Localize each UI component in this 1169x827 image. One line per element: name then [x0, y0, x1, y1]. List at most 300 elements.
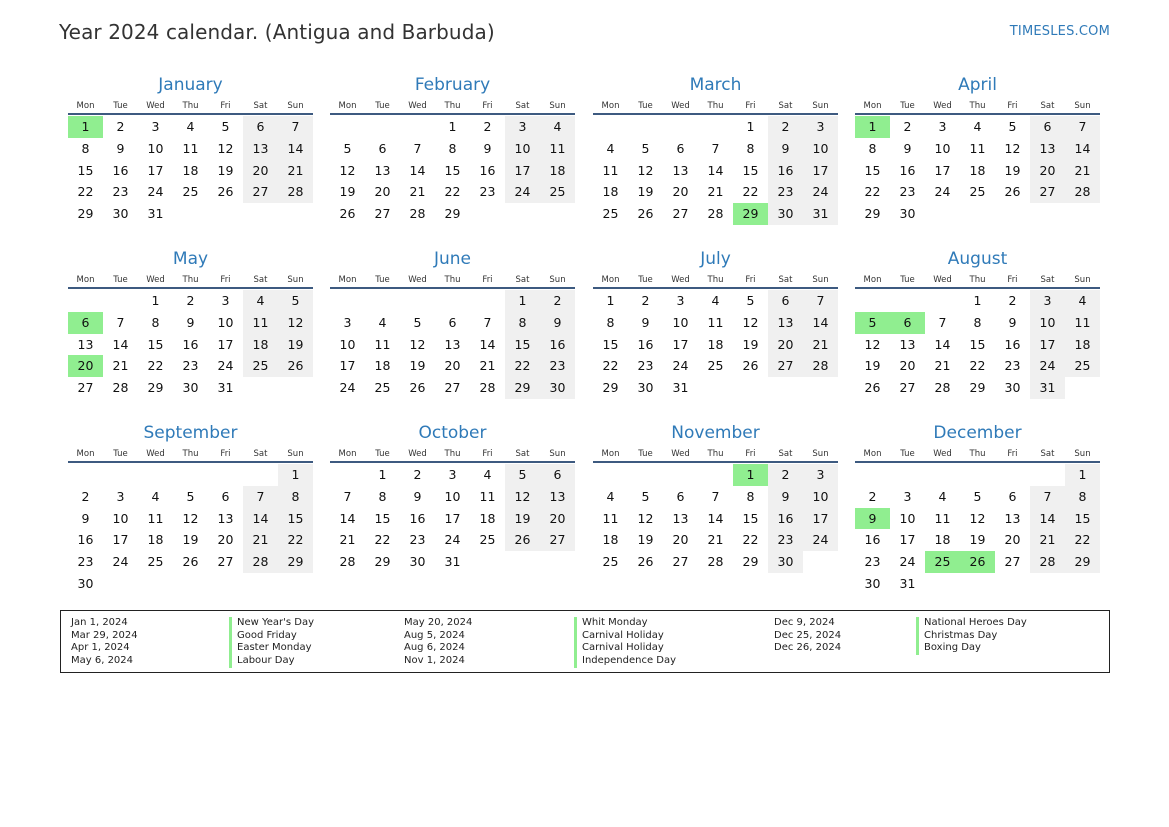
empty-cell [628, 464, 663, 486]
day-cell: 9 [768, 138, 803, 160]
day-cell: 13 [243, 138, 278, 160]
day-cell: 31 [672, 380, 689, 396]
day-cell: 22 [505, 355, 540, 377]
day-cell: 7 [803, 290, 838, 312]
day-cell: 21 [1030, 529, 1065, 551]
day-cell: 5 [221, 119, 230, 134]
holiday-date-column [71, 617, 138, 668]
day-cell: 30 [182, 380, 199, 396]
day-cell: 17 [505, 160, 540, 182]
day-cell: 14 [707, 510, 724, 526]
day-cell: 21 [409, 184, 426, 200]
day-cell: 20 [672, 532, 689, 548]
month-june [330, 248, 575, 399]
month-october [330, 422, 575, 573]
day-cell: 29 [374, 554, 391, 570]
empty-cell [628, 116, 663, 138]
empty-cell [593, 116, 628, 138]
day-cell: 22 [278, 529, 313, 551]
day-cell: 1 [1065, 464, 1100, 486]
day-cell: 19 [278, 334, 313, 356]
day-cell: 15 [278, 508, 313, 530]
day-cell: 9 [186, 314, 195, 330]
day-cell: 11 [934, 510, 951, 526]
weekday-header [68, 99, 313, 115]
day-cell: 19 [505, 508, 540, 530]
weekday-label: Thu [969, 275, 986, 285]
day-cell: 23 [409, 532, 426, 548]
day-cell: 12 [864, 336, 881, 352]
day-cell: 24 [505, 181, 540, 203]
day-cell: 16 [182, 336, 199, 352]
empty-cell [593, 464, 628, 486]
day-cell: 14 [278, 138, 313, 160]
day-cell: 4 [483, 467, 492, 482]
day-cell: 11 [540, 138, 575, 160]
day-cell: 26 [864, 380, 881, 396]
day-cell: 7 [938, 314, 947, 330]
day-cell: 8 [278, 486, 313, 508]
weekday-label: Sun [287, 275, 304, 285]
weekday-label: Sat [253, 449, 268, 459]
day-cell: 31 [444, 554, 461, 570]
day-cell: 13 [899, 336, 916, 352]
day-cell: 3 [505, 116, 540, 138]
day-cell: 3 [151, 119, 160, 134]
weekday-label: Mon [338, 101, 357, 111]
day-cell: 14 [409, 162, 426, 178]
weekday-label: Sun [287, 449, 304, 459]
day-cell: 25 [540, 181, 575, 203]
day-cell: 17 [339, 358, 356, 374]
day-cell: 3 [938, 119, 947, 134]
day-cell: 21 [707, 184, 724, 200]
month-name: May [172, 249, 209, 269]
weekday-label: Mon [601, 275, 620, 285]
day-cell: 12 [182, 510, 199, 526]
day-cell: 18 [1065, 334, 1100, 356]
day-cell: 17 [217, 336, 234, 352]
day-cell: 3 [1030, 290, 1065, 312]
weekday-label: Wed [933, 275, 952, 285]
day-cell: 11 [479, 488, 496, 504]
day-cell: 8 [606, 314, 615, 330]
holiday-date: Mar 29, 2024 [71, 629, 138, 641]
weekday-label: Mon [76, 449, 95, 459]
weekday-label: Wed [933, 101, 952, 111]
day-cell: 25 [182, 184, 199, 200]
empty-cell [173, 464, 208, 486]
day-cell: 16 [540, 334, 575, 356]
day-cell: 21 [479, 358, 496, 374]
day-cell: 7 [1065, 116, 1100, 138]
day-cell: 9 [116, 140, 125, 156]
day-cell: 18 [479, 510, 496, 526]
day-cell: 19 [864, 358, 881, 374]
holiday-day-cell: 1 [855, 116, 890, 138]
day-cell: 9 [1008, 314, 1017, 330]
day-cell: 10 [444, 488, 461, 504]
day-cell: 18 [934, 532, 951, 548]
day-cell: 15 [374, 510, 391, 526]
holiday-date: May 6, 2024 [71, 655, 134, 667]
day-cell: 19 [969, 532, 986, 548]
day-cell: 8 [1065, 486, 1100, 508]
day-cell: 30 [77, 575, 94, 591]
weekday-label: Mon [601, 101, 620, 111]
day-cell: 17 [1030, 334, 1065, 356]
day-cell: 8 [505, 312, 540, 334]
day-cell: 24 [803, 529, 838, 551]
day-cell: 5 [746, 293, 755, 308]
day-cell: 14 [934, 336, 951, 352]
day-cell: 7 [343, 488, 352, 504]
empty-cell [663, 116, 698, 138]
day-cell: 9 [768, 486, 803, 508]
day-cell: 13 [672, 510, 689, 526]
day-cell: 26 [637, 554, 654, 570]
month-november [593, 422, 838, 573]
holiday-date: Dec 25, 2024 [774, 629, 842, 641]
empty-cell [103, 464, 138, 486]
day-cell: 24 [444, 532, 461, 548]
day-cell: 14 [243, 508, 278, 530]
day-cell: 15 [1065, 508, 1100, 530]
day-cell: 28 [243, 551, 278, 573]
day-cell: 25 [374, 380, 391, 396]
day-cell: 25 [243, 355, 278, 377]
day-cell: 19 [339, 184, 356, 200]
day-cell: 1 [973, 293, 982, 308]
holiday-name: Boxing Day [916, 642, 1027, 655]
holiday-day-cell: 6 [890, 312, 925, 334]
weekday-label: Sat [778, 449, 793, 459]
day-cell: 8 [378, 488, 387, 504]
holiday-name: Labour Day [229, 655, 314, 668]
empty-cell [470, 290, 505, 312]
day-cell: 16 [864, 532, 881, 548]
weekday-label: Sun [287, 101, 304, 111]
empty-cell [1030, 464, 1065, 486]
day-cell: 20 [217, 532, 234, 548]
day-cell: 6 [676, 140, 685, 156]
month-may [68, 248, 313, 399]
day-cell: 22 [742, 184, 759, 200]
empty-cell [243, 464, 278, 486]
weekday-header [855, 273, 1100, 289]
day-cell: 15 [742, 510, 759, 526]
weekday-label: Fri [1007, 275, 1018, 285]
day-cell: 10 [147, 140, 164, 156]
holiday-date-column [774, 617, 841, 655]
day-cell: 10 [803, 486, 838, 508]
day-cell: 24 [217, 358, 234, 374]
weekday-header [68, 273, 313, 289]
weekday-label: Wed [408, 449, 427, 459]
weekday-label: Sun [812, 101, 829, 111]
weekday-label: Fri [482, 449, 493, 459]
day-cell: 19 [182, 532, 199, 548]
day-cell: 8 [151, 314, 160, 330]
weekday-label: Wed [671, 275, 690, 285]
day-cell: 29 [147, 380, 164, 396]
day-cell: 10 [112, 510, 129, 526]
month-july [593, 248, 838, 399]
month-name: August [947, 249, 1008, 269]
day-cell: 1 [746, 119, 755, 134]
holiday-date: May 20, 2024 [404, 617, 473, 628]
weekday-label: Wed [408, 101, 427, 111]
day-grid [68, 464, 313, 595]
empty-cell [855, 464, 890, 486]
day-cell: 4 [378, 314, 387, 330]
day-cell: 5 [278, 290, 313, 312]
holiday-day-cell: 1 [733, 464, 768, 486]
empty-cell [138, 464, 173, 486]
day-grid [330, 464, 575, 573]
day-cell: 3 [448, 467, 457, 482]
holiday-date: Jan 1, 2024 [71, 617, 128, 628]
weekday-label: Fri [482, 101, 493, 111]
holiday-day-cell: 5 [855, 312, 890, 334]
day-cell: 6 [378, 140, 387, 156]
day-cell: 6 [676, 488, 685, 504]
weekday-label: Wed [671, 449, 690, 459]
holiday-name: Carnival Holiday [574, 642, 676, 655]
month-name: April [958, 75, 997, 95]
day-cell: 16 [112, 162, 129, 178]
weekday-label: Thu [969, 101, 986, 111]
page-title: Year 2024 calendar. (Antigua and Barbuda) [59, 20, 495, 44]
holiday-date-column [404, 617, 472, 668]
day-cell: 22 [374, 532, 391, 548]
day-cell: 27 [374, 206, 391, 222]
day-cell: 28 [409, 206, 426, 222]
empty-cell [925, 464, 960, 486]
empty-cell [208, 464, 243, 486]
day-cell: 9 [641, 314, 650, 330]
holiday-day-cell: 20 [68, 355, 103, 377]
holiday-name: Easter Monday [229, 642, 314, 655]
day-cell: 8 [868, 140, 877, 156]
weekday-label: Tue [900, 275, 915, 285]
day-cell: 29 [969, 380, 986, 396]
day-cell: 10 [803, 138, 838, 160]
month-september [68, 422, 313, 595]
empty-cell [435, 290, 470, 312]
holiday-name: Carnival Holiday [574, 630, 676, 643]
day-grid [68, 290, 313, 399]
day-cell: 17 [899, 532, 916, 548]
empty-cell [890, 290, 925, 312]
weekday-label: Fri [745, 275, 756, 285]
day-cell: 22 [602, 358, 619, 374]
day-cell: 10 [1030, 312, 1065, 334]
day-cell: 15 [147, 336, 164, 352]
holiday-name: Good Friday [229, 630, 314, 643]
day-cell: 13 [672, 162, 689, 178]
month-name: February [414, 75, 491, 95]
day-cell: 3 [803, 116, 838, 138]
day-cell: 6 [221, 488, 230, 504]
day-cell: 2 [768, 464, 803, 486]
day-cell: 15 [444, 162, 461, 178]
weekday-label: Wed [146, 275, 165, 285]
empty-cell [855, 290, 890, 312]
day-cell: 11 [969, 140, 986, 156]
day-cell: 5 [343, 140, 352, 156]
weekday-label: Tue [900, 101, 915, 111]
day-cell: 4 [973, 119, 982, 134]
day-cell: 21 [1065, 160, 1100, 182]
day-cell: 15 [742, 162, 759, 178]
weekday-label: Sat [778, 101, 793, 111]
weekday-header [68, 447, 313, 463]
weekday-label: Sun [812, 275, 829, 285]
holiday-date: Aug 6, 2024 [404, 642, 465, 654]
day-cell: 14 [339, 510, 356, 526]
day-cell: 23 [1004, 358, 1021, 374]
day-cell: 30 [768, 551, 803, 573]
weekday-label: Sat [515, 101, 530, 111]
day-grid [593, 116, 838, 225]
day-cell: 16 [77, 532, 94, 548]
weekday-label: Tue [638, 101, 653, 111]
day-cell: 17 [934, 162, 951, 178]
day-cell: 7 [243, 486, 278, 508]
day-cell: 24 [672, 358, 689, 374]
day-cell: 6 [1030, 116, 1065, 138]
day-cell: 20 [672, 184, 689, 200]
weekday-label: Tue [375, 101, 390, 111]
day-cell: 21 [707, 532, 724, 548]
weekday-label: Thu [707, 275, 724, 285]
day-cell: 17 [672, 336, 689, 352]
holiday-name-column [229, 617, 314, 668]
day-cell: 31 [217, 380, 234, 396]
day-cell: 4 [1065, 290, 1100, 312]
day-cell: 22 [742, 532, 759, 548]
day-cell: 29 [864, 206, 881, 222]
day-cell: 29 [742, 554, 759, 570]
holiday-date: Dec 26, 2024 [774, 642, 842, 654]
day-cell: 21 [243, 529, 278, 551]
day-cell: 2 [413, 467, 422, 482]
day-cell: 2 [903, 119, 912, 134]
weekday-label: Fri [1007, 449, 1018, 459]
day-cell: 25 [602, 206, 619, 222]
day-cell: 19 [637, 532, 654, 548]
brand-link[interactable]: TIMESLES.COM [1009, 24, 1110, 39]
weekday-label: Thu [707, 101, 724, 111]
day-cell: 2 [768, 116, 803, 138]
day-cell: 12 [1004, 140, 1021, 156]
day-cell: 3 [343, 314, 352, 330]
day-cell: 7 [278, 116, 313, 138]
weekday-label: Mon [863, 101, 882, 111]
day-cell: 18 [969, 162, 986, 178]
day-cell: 4 [151, 488, 160, 504]
weekday-label: Sun [549, 449, 566, 459]
day-cell: 3 [803, 464, 838, 486]
day-cell: 26 [409, 380, 426, 396]
holiday-name: New Year's Day [229, 617, 314, 630]
weekday-header [855, 447, 1100, 463]
day-cell: 14 [1065, 138, 1100, 160]
day-cell: 27 [540, 529, 575, 551]
weekday-label: Wed [671, 101, 690, 111]
day-cell: 28 [707, 206, 724, 222]
day-cell: 27 [768, 355, 803, 377]
day-cell: 22 [864, 184, 881, 200]
day-cell: 22 [444, 184, 461, 200]
day-cell: 12 [278, 312, 313, 334]
holiday-day-cell: 1 [68, 116, 103, 138]
day-cell: 11 [243, 312, 278, 334]
day-cell: 18 [540, 160, 575, 182]
weekday-header [330, 99, 575, 115]
day-cell: 5 [641, 140, 650, 156]
day-cell: 26 [637, 206, 654, 222]
weekday-label: Sat [778, 275, 793, 285]
weekday-label: Fri [745, 449, 756, 459]
day-cell: 23 [637, 358, 654, 374]
day-cell: 30 [864, 575, 881, 591]
month-december [855, 422, 1100, 595]
day-cell: 27 [444, 380, 461, 396]
day-cell: 8 [746, 140, 755, 156]
day-cell: 19 [1004, 162, 1021, 178]
day-cell: 4 [938, 488, 947, 504]
weekday-label: Wed [408, 275, 427, 285]
weekday-label: Tue [113, 101, 128, 111]
weekday-label: Fri [1007, 101, 1018, 111]
empty-cell [890, 464, 925, 486]
day-cell: 25 [1065, 355, 1100, 377]
day-cell: 2 [186, 293, 195, 308]
day-cell: 5 [413, 314, 422, 330]
day-cell: 1 [606, 293, 615, 308]
empty-cell [365, 116, 400, 138]
weekday-label: Sun [1074, 101, 1091, 111]
weekday-label: Fri [220, 449, 231, 459]
weekday-header [855, 99, 1100, 115]
day-cell: 30 [112, 206, 129, 222]
day-cell: 26 [278, 355, 313, 377]
day-cell: 20 [540, 508, 575, 530]
weekday-label: Thu [182, 275, 199, 285]
empty-cell [698, 116, 733, 138]
weekday-label: Thu [444, 275, 461, 285]
day-cell: 5 [186, 488, 195, 504]
day-cell: 19 [742, 336, 759, 352]
day-cell: 28 [1065, 181, 1100, 203]
day-cell: 18 [243, 334, 278, 356]
holiday-day-cell: 25 [925, 551, 960, 573]
month-august [855, 248, 1100, 399]
day-cell: 28 [339, 554, 356, 570]
day-grid [855, 464, 1100, 595]
day-cell: 9 [413, 488, 422, 504]
day-cell: 12 [742, 314, 759, 330]
day-cell: 2 [1008, 293, 1017, 308]
day-cell: 5 [641, 488, 650, 504]
month-name: November [671, 423, 760, 443]
empty-cell [663, 464, 698, 486]
day-cell: 12 [505, 486, 540, 508]
day-cell: 7 [1030, 486, 1065, 508]
weekday-label: Mon [338, 275, 357, 285]
